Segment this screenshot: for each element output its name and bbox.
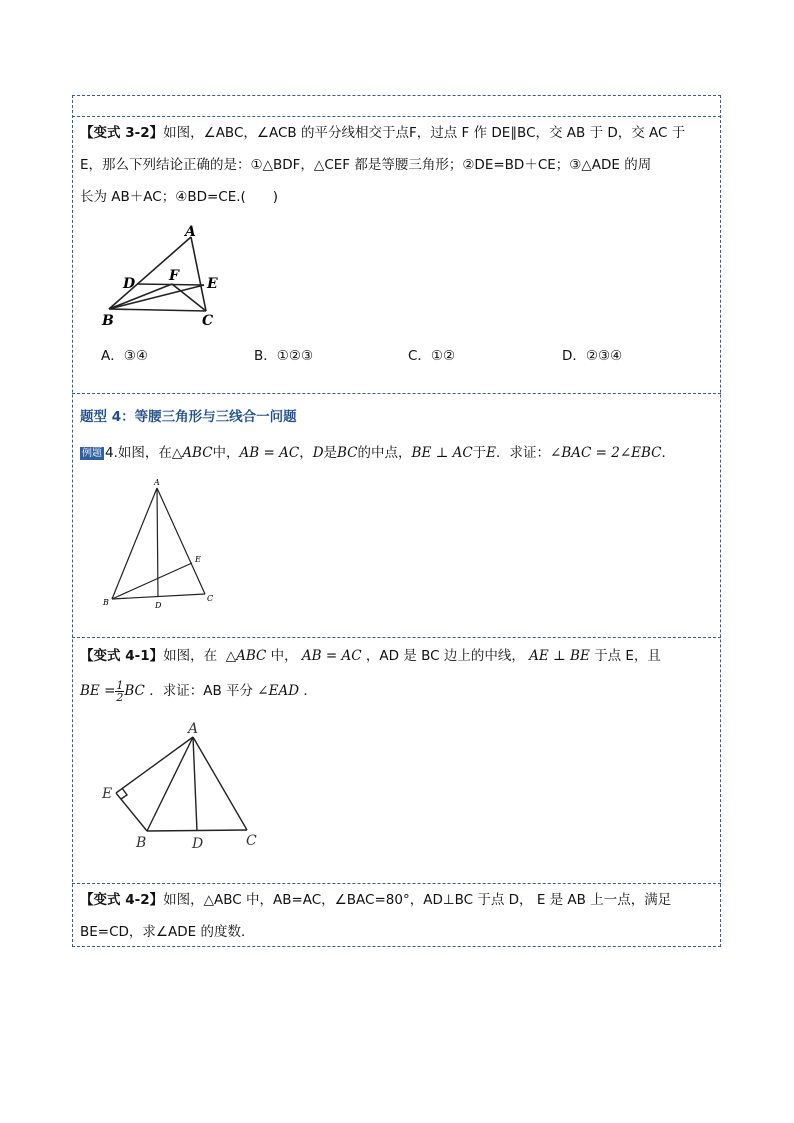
label-C: C	[202, 313, 214, 329]
label-C: C	[246, 833, 257, 849]
variant-4-1-line1: 【变式 4-1】如图，在 △ABC 中， AB = AC ，AD 是 BC 边上的中线， AE ⊥ BE 于点 E，且	[80, 648, 661, 664]
fraction-one-half: $\frac{1}{2}$	[116, 678, 124, 704]
label-B: B	[102, 313, 114, 329]
variant-4-2-line2: BE=CD，求∠ADE 的度数．	[80, 924, 255, 940]
label-E: E	[207, 276, 218, 292]
variant-3-2-tag: 【变式 3-2】	[80, 125, 164, 141]
label-E: E	[195, 555, 201, 564]
label-D: D	[123, 276, 136, 292]
example-badge: 例题	[82, 448, 102, 459]
example-4-text: 例题 4.如图，在△ABC中，AB = AC，D是BC的中点，BE ⊥ AC于E．求证：∠BAC = 2∠EBC．	[82, 445, 675, 461]
label-C: C	[207, 594, 214, 603]
variant-4-1-line2: BE = $\frac{1}{2}$ BC ．求证：AB 平分 ∠EAD ．	[80, 678, 317, 704]
variant-4-2-line1: 【变式 4-2】如图，△ABC 中，AB=AC，∠BAC=80°，AD⊥BC 于点 D， E 是 AB 上一点，满足	[80, 892, 672, 908]
label-D: D	[155, 601, 162, 610]
variant-3-2-line3: 长为 AB＋AC；④BD=CE.( )	[80, 189, 279, 205]
option-b[interactable]: B．①②③	[254, 348, 314, 364]
variant-3-2-line1: 【变式 3-2】如图，∠ABC，∠ACB 的平分线相交于点F，过点 F 作 DE∥BC，交 AB 于 D，交 AC 于	[80, 125, 686, 141]
label-A: A	[188, 721, 199, 737]
label-E: E	[102, 786, 113, 802]
label-F: F	[169, 268, 179, 284]
variant-4-1-tag: 【变式 4-1】	[80, 648, 164, 664]
label-D: D	[192, 836, 204, 852]
variant-3-2-line2: E，那么下列结论正确的是：①△BDF，△CEF 都是等腰三角形；②DE=BD＋CE；③△ADE 的周	[80, 157, 652, 173]
variant-4-2-tag: 【变式 4-2】	[80, 892, 164, 908]
label-A: A	[154, 478, 160, 487]
label-B: B	[136, 835, 147, 851]
label-A: A	[185, 224, 196, 240]
label-B: B	[103, 598, 109, 607]
option-d[interactable]: D．②③④	[562, 348, 623, 364]
option-a[interactable]: A．③④	[101, 348, 148, 364]
option-c[interactable]: C．①②	[408, 348, 456, 364]
section-title: 题型 4：等腰三角形与三线合一问题	[80, 409, 297, 425]
